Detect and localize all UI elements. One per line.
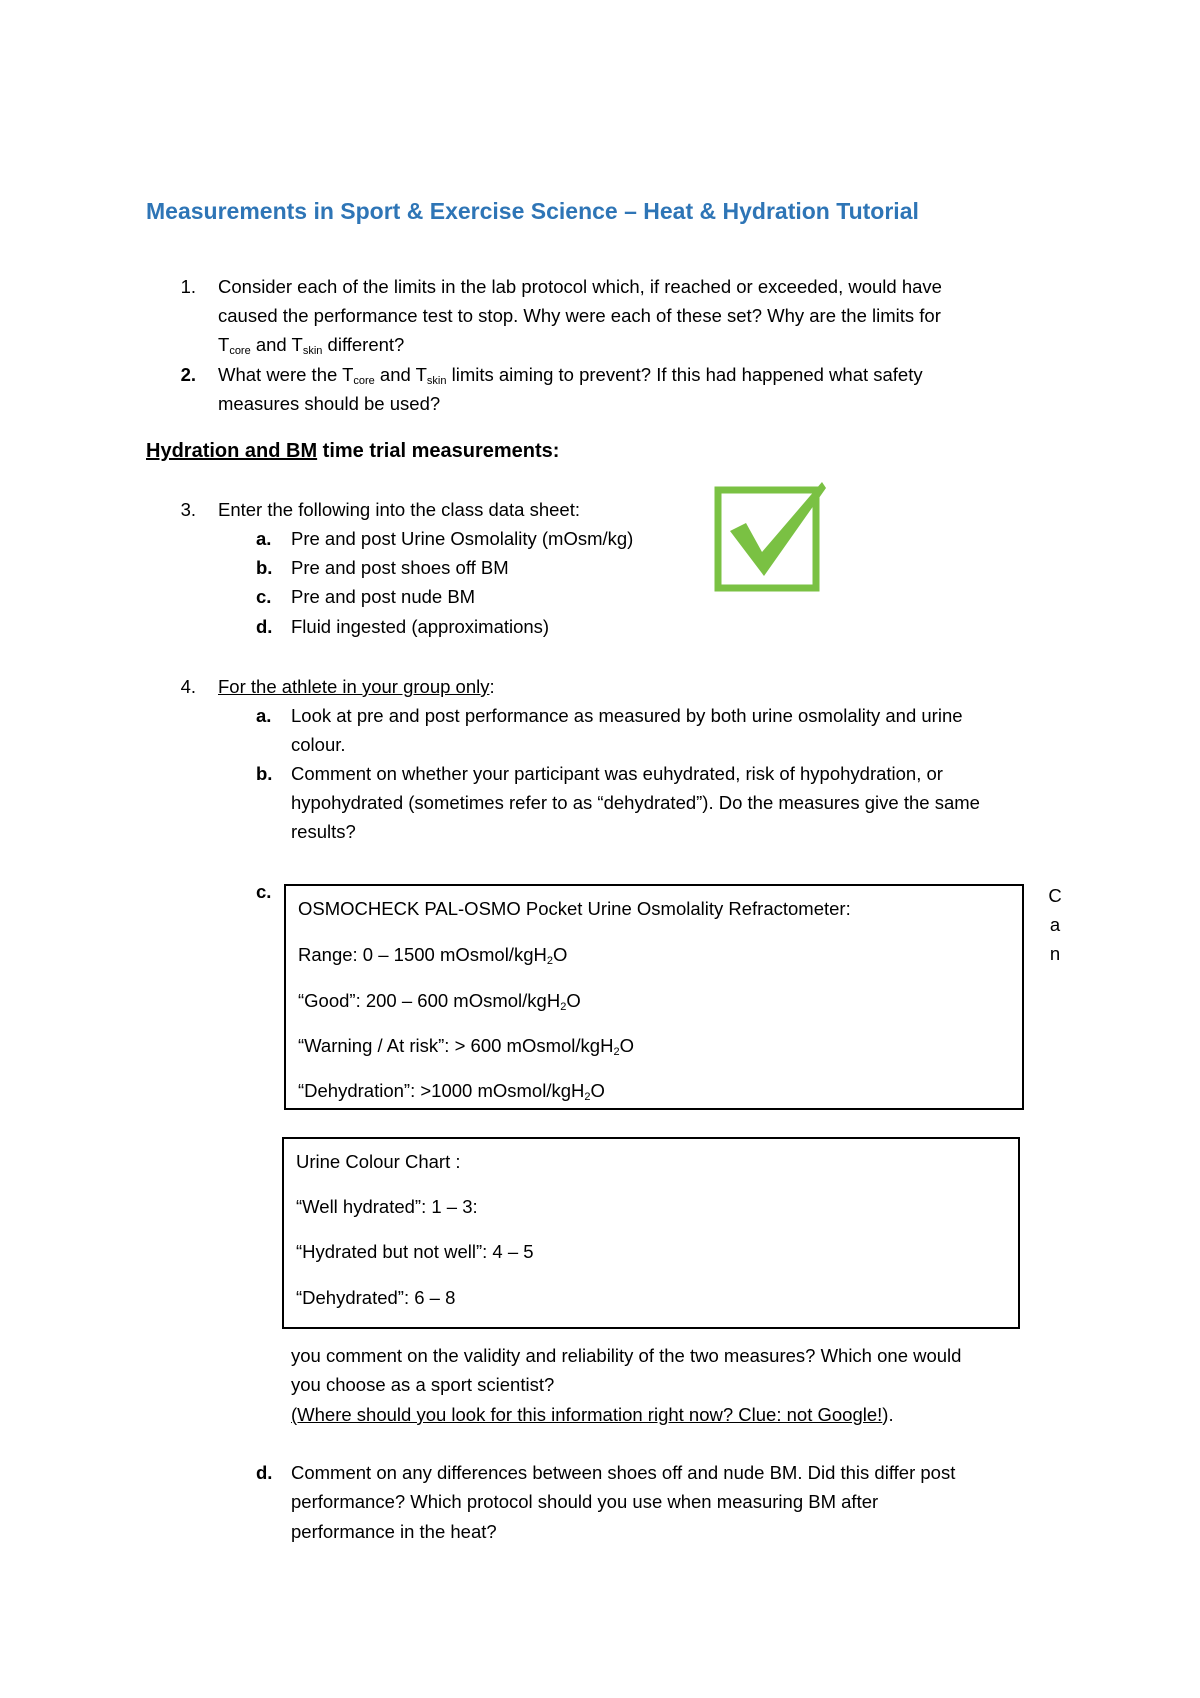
q3-item-letter: b. xyxy=(256,557,273,578)
q4b-letter: b. xyxy=(256,763,273,784)
q2-line2: measures should be used? xyxy=(218,393,441,414)
q4d-line2: performance? Which protocol should you use when measuring BM after xyxy=(291,1491,879,1512)
q2-line1: What were the $T_{core}$ and $T_{skin}$ limits aiming to prevent? If this had happened what safety xyxy=(218,364,923,387)
q4-number: 4. xyxy=(180,676,196,697)
q4c-line1: you comment on the validity and reliability of the two measures? Which one would xyxy=(291,1345,962,1366)
q3-item-letter: d. xyxy=(256,616,273,637)
q2-number: 2. xyxy=(180,364,196,385)
q4d-letter: d. xyxy=(256,1462,273,1483)
q4c-line2: you choose as a sport scientist? xyxy=(291,1374,555,1395)
q1-line1: Consider each of the limits in the lab protocol which, if reached or exceeded, would have xyxy=(218,276,942,297)
urine-heading: Urine Colour Chart : xyxy=(296,1151,461,1172)
q4d-line1: Comment on any differences between shoes off and nude BM. Did this differ post xyxy=(291,1462,956,1483)
checkmark-box-icon xyxy=(712,476,832,596)
q3-item-text: Pre and post nude BM xyxy=(291,586,476,607)
section-heading: Hydration and BM time trial measurements: xyxy=(146,440,560,462)
wrapped-letter: a xyxy=(1049,914,1061,935)
urine-dehydrated: “Dehydrated”: 6 – 8 xyxy=(296,1287,456,1308)
page-title: Measurements in Sport & Exercise Science – Heat & Hydration Tutorial xyxy=(146,198,919,224)
q4b-line3: results? xyxy=(291,821,356,842)
q3-item-text: Fluid ingested (approximations) xyxy=(291,616,550,637)
q3-item-text: Pre and post shoes off BM xyxy=(291,557,509,578)
osmo-dehydration: “Dehydration”: >1000 mOsmol/kgH$_2$O xyxy=(298,1080,605,1103)
q4b-line1: Comment on whether your participant was euhydrated, risk of hypohydration, or xyxy=(291,763,943,784)
q4b-line2: hypohydrated (sometimes refer to as “dehydrated”). Do the measures give the same xyxy=(291,792,980,813)
osmo-heading: OSMOCHECK PAL-OSMO Pocket Urine Osmolality Refractometer: xyxy=(298,898,851,919)
wrapped-letter: C xyxy=(1048,885,1062,906)
q4c-letter: c. xyxy=(256,881,272,902)
q3-item-letter: a. xyxy=(256,528,272,549)
urine-well-hydrated: “Well hydrated”: 1 – 3: xyxy=(296,1196,478,1217)
q4c-line3: (Where should you look for this information right now? Clue: not Google!). xyxy=(291,1404,894,1425)
q1-number: 1. xyxy=(180,276,196,297)
q3-item-text: Pre and post Urine Osmolality (mOsm/kg) xyxy=(291,528,634,549)
q4a-line1: Look at pre and post performance as measured by both urine osmolality and urine xyxy=(291,705,963,726)
q3-text: Enter the following into the class data sheet: xyxy=(218,499,580,520)
q4d-line3: performance in the heat? xyxy=(291,1521,497,1542)
osmo-warning: “Warning / At risk”: > 600 mOsmol/kgH$_2$O xyxy=(298,1035,634,1058)
q4a-line2: colour. xyxy=(291,734,346,755)
q4-text: For the athlete in your group only: xyxy=(218,676,495,697)
q4a-letter: a. xyxy=(256,705,272,726)
urine-colour-box xyxy=(282,1137,1020,1329)
wrapped-letter: n xyxy=(1049,943,1061,964)
osmo-range: Range: 0 – 1500 mOsmol/kgH$_2$O xyxy=(298,944,568,967)
q3-item-letter: c. xyxy=(256,586,272,607)
q3-number: 3. xyxy=(180,499,196,520)
q1-line3: $T_{core}$ and $T_{skin}$ different? xyxy=(218,334,405,357)
urine-hydrated-not-well: “Hydrated but not well”: 4 – 5 xyxy=(296,1241,534,1262)
osmolality-info-box xyxy=(284,884,1024,1110)
q1-line2: caused the performance test to stop. Why were each of these set? Why are the limits for xyxy=(218,305,941,326)
osmo-good: “Good”: 200 – 600 mOsmol/kgH$_2$O xyxy=(298,990,581,1013)
